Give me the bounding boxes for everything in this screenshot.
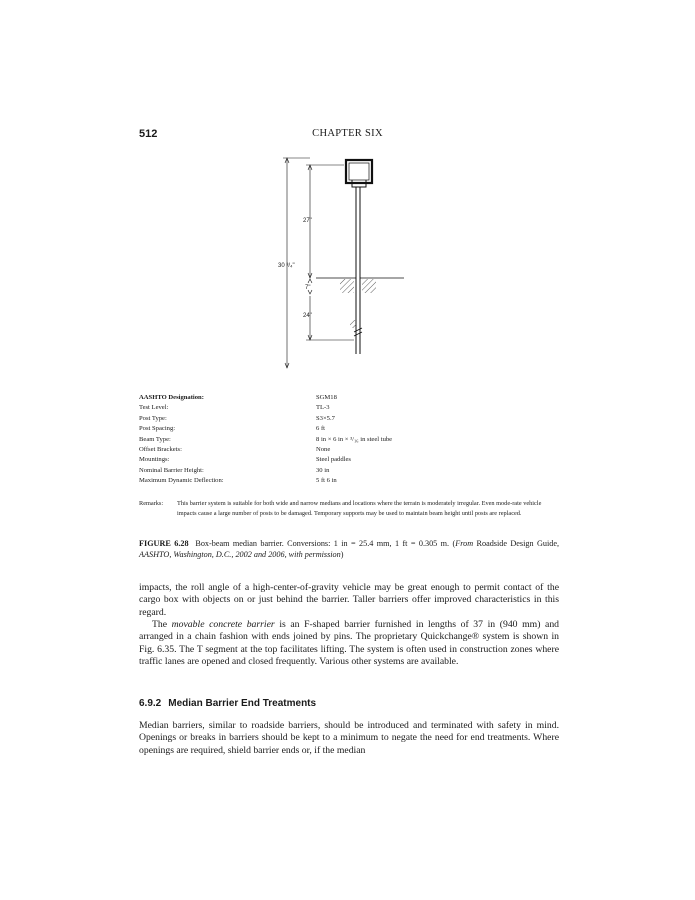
paragraph-lead: The bbox=[152, 619, 172, 630]
spec-row bbox=[139, 424, 559, 434]
remarks-text: This barrier system is suitable for both wide and narrow medians and locations where the terrain is moderately irregular. Even mode-rate vehicle impacts cause a large number of posts to be damaged. Temporary supports may be used to maintain beam height until posts are replaced. bbox=[177, 500, 542, 517]
paragraph-rest: is an F-shaped barrier furnished in lengths of 37 in (940 mm) and arranged in a chain fashion with ends joined by pins. The proprietary Quickchange® system is shown in Fig. 6.35. The T segment at the top facilitates lifting. The system is often used in construction zones where traffic lanes are opened and closed frequently. Various other systems are available. bbox=[139, 619, 560, 668]
section-title: Median Barrier End Treatments bbox=[168, 698, 317, 709]
spec-label: Post Spacing: bbox=[139, 425, 176, 433]
spec-label: AASHTO Designation: bbox=[139, 394, 204, 401]
page-number: 512 bbox=[139, 128, 158, 140]
soil-hatch-right bbox=[362, 279, 376, 293]
spec-value: TL-3 bbox=[316, 404, 330, 412]
spec-value: 6 ft bbox=[316, 425, 325, 433]
spec-row bbox=[139, 435, 559, 445]
soil-hatch-lower bbox=[350, 320, 356, 328]
spec-row bbox=[139, 455, 559, 465]
spec-label: Maximum Dynamic Deflection: bbox=[139, 477, 224, 485]
spec-row bbox=[139, 445, 559, 455]
caption-source-publication: Roadside Design Guide, bbox=[476, 539, 560, 548]
paragraph bbox=[139, 619, 559, 669]
spec-label: Post Type: bbox=[139, 414, 167, 422]
spec-row bbox=[139, 466, 559, 476]
dim-total-label: 30 ³/₄" bbox=[278, 263, 295, 269]
spec-value: S3×5.7 bbox=[316, 414, 335, 422]
spec-value: Steel paddles bbox=[316, 456, 351, 464]
spec-label: Offset Brackets: bbox=[139, 445, 182, 453]
spec-label: Test Level: bbox=[139, 404, 169, 412]
caption-source-close: ) bbox=[340, 550, 344, 559]
spec-row bbox=[139, 476, 559, 486]
dim-lower-label: 24" bbox=[303, 313, 312, 319]
spec-value: 5 ft 6 in bbox=[316, 477, 337, 485]
caption-source-from: From bbox=[455, 539, 474, 548]
dim-gap-label: 7" bbox=[305, 285, 311, 291]
paragraph: Median barriers, similar to roadside barriers, should be introduced and terminated with safety in mind. Openings or breaks in barriers should be kept to a minimum to negate the need for end treatments. Where openings are required, shield barrier ends or, if the median bbox=[139, 720, 559, 756]
figure-label: FIGURE 6.28 bbox=[139, 539, 189, 548]
spec-value: SGM18 bbox=[316, 394, 337, 401]
remarks-label: Remarks: bbox=[139, 500, 164, 507]
section-number: 6.9.2 bbox=[139, 698, 162, 709]
spec-label: Beam Type: bbox=[139, 435, 171, 443]
barrier-drawing bbox=[270, 150, 420, 380]
box-beam-inner bbox=[349, 163, 369, 180]
soil-hatch-left bbox=[340, 279, 354, 293]
box-beam bbox=[346, 160, 372, 183]
section-heading bbox=[139, 698, 316, 709]
spec-value: 30 in bbox=[316, 466, 330, 474]
spec-label: Mountings: bbox=[139, 456, 170, 464]
paragraph: impacts, the roll angle of a high-center-of-gravity vehicle may be great enough to permit contact of the cargo box with objects on or just behind the barrier. Taller barriers offer improved characteristics in this regard. bbox=[139, 582, 559, 618]
emphasis-term: movable concrete barrier bbox=[171, 619, 275, 630]
spec-label: Nominal Barrier Height: bbox=[139, 466, 204, 474]
spec-row bbox=[139, 403, 559, 413]
dim-upper-label: 27" bbox=[303, 218, 312, 224]
figure-caption bbox=[139, 538, 559, 560]
caption-source-org: AASHTO, Washington, D.C., 2002 and 2006, with permission bbox=[139, 550, 341, 559]
running-header: CHAPTER SIX bbox=[312, 128, 383, 139]
caption-text: Box-beam median barrier. Conversions: 1 in = 25.4 mm, 1 ft = 0.305 m. ( bbox=[195, 539, 456, 548]
spec-table bbox=[139, 393, 559, 487]
spec-value: None bbox=[316, 445, 331, 453]
spec-row bbox=[139, 414, 559, 424]
spec-value: 8 in × 6 in × ³/₁₆ in steel tube bbox=[316, 435, 393, 443]
remarks bbox=[139, 499, 559, 519]
break-symbol bbox=[354, 328, 362, 336]
spec-row bbox=[139, 393, 559, 403]
